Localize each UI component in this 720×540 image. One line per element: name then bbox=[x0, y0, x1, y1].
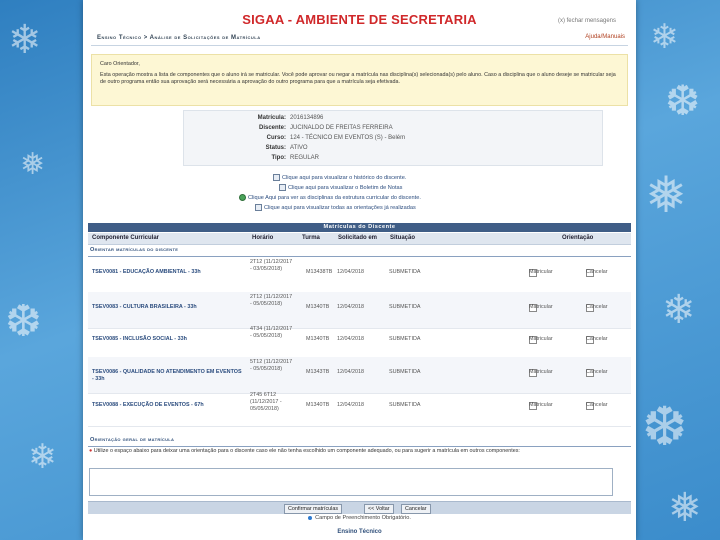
notice-greeting: Caro Orientador, bbox=[100, 61, 140, 67]
link-label: Clique aqui para visualizar todas as orientações já realizadas bbox=[264, 204, 416, 211]
approve-label: Matricular bbox=[529, 402, 553, 408]
field-value: 124 - TÉCNICO EM EVENTOS (S) - Belém bbox=[290, 135, 406, 141]
schedule-cell: 4T34 (11/12/2017 - 05/05/2018) bbox=[250, 326, 293, 339]
back-button[interactable]: << Voltar bbox=[364, 504, 394, 514]
history-link[interactable] bbox=[273, 174, 406, 181]
field-label: Status: bbox=[265, 145, 286, 151]
sigaa-window bbox=[83, 0, 636, 540]
col-component: Componente Curricular bbox=[92, 235, 160, 241]
col-requested: Solicitado em bbox=[338, 235, 378, 241]
field-label: Discente: bbox=[258, 125, 286, 131]
col-class: Turma bbox=[302, 235, 320, 241]
orientation-instructions bbox=[89, 448, 619, 455]
class-cell: M1340TB bbox=[306, 402, 330, 408]
student-row-name bbox=[184, 124, 584, 133]
component-cell: TSEV0083 - CULTURA BRASILEIRA - 33h bbox=[92, 304, 197, 310]
cancel-label: Cancelar bbox=[586, 402, 608, 408]
student-row-course bbox=[184, 134, 584, 143]
component-cell: TSEV0086 - QUALIDADE NO ATENDIMENTO EM EVENTOS - 33h bbox=[92, 369, 242, 382]
breadcrumb: Ensino Técnico > Análise de Solicitações de Matrícula bbox=[97, 35, 261, 41]
component-cell: TSEV0088 - EXECUÇÃO DE EVENTOS - 67h bbox=[92, 402, 204, 408]
section-label: Orientar matrículas do discente bbox=[90, 247, 179, 253]
approve-label: Matricular bbox=[529, 269, 553, 275]
requested-cell: 12/04/2018 bbox=[337, 269, 364, 275]
orientation-textarea[interactable] bbox=[89, 468, 613, 496]
legend-text: Campo de Preenchimento Obrigatório. bbox=[315, 515, 411, 521]
field-value: ATIVO bbox=[290, 145, 308, 151]
approve-label: Matricular bbox=[529, 369, 553, 375]
notice-body: Esta operação mostra a lista de componentes que o aluno irá se matricular. Você pode aprovar ou negar a matrícula nas disciplina(s) selecionada(s) pelo aluno. Caso a disciplina que o aluno deseje se matricular seja de outro programa então sua aprovação será necessária a aprovação do outro programa para que a matrícula seja efetivada. bbox=[100, 72, 616, 85]
requested-cell: 12/04/2018 bbox=[337, 369, 364, 375]
link-label: Clique aqui para visualizar o histórico do discente. bbox=[282, 174, 407, 181]
student-info-panel bbox=[183, 110, 603, 166]
approve-label: Matricular bbox=[529, 304, 553, 310]
link-label: Clique aqui para visualizar o Boletim de Notas bbox=[288, 184, 403, 191]
snowflake-icon: ❄ bbox=[28, 437, 57, 477]
table-row bbox=[88, 257, 631, 294]
status-cell: SUBMETIDA bbox=[389, 304, 421, 310]
required-marker: ● bbox=[89, 448, 93, 454]
required-dot-icon bbox=[308, 516, 312, 520]
table-header bbox=[88, 233, 631, 245]
student-row-type bbox=[184, 154, 584, 163]
schedule-cell: 5T12 (11/12/2017 - 05/05/2018) bbox=[250, 359, 293, 372]
snowflake-icon: ❄ bbox=[650, 17, 679, 57]
class-cell: M1340TB bbox=[306, 336, 330, 342]
schedule-cell: 2T45 6T12 (11/12/2017 - 05/05/2018) bbox=[250, 392, 282, 412]
form-buttons bbox=[88, 501, 631, 514]
requested-cell: 12/04/2018 bbox=[337, 304, 364, 310]
grades-link[interactable] bbox=[279, 184, 402, 191]
snowflake-icon: ❅ bbox=[20, 147, 46, 182]
orient-enrollments-heading bbox=[88, 246, 631, 257]
snowflake-icon: ❄ bbox=[8, 17, 42, 63]
snowflake-icon: ❆ bbox=[665, 76, 701, 125]
cancel-label: Cancelar bbox=[586, 304, 608, 310]
class-cell: M1343TB bbox=[306, 369, 330, 375]
cancel-button[interactable]: Cancelar bbox=[401, 504, 431, 514]
instructions-box bbox=[91, 54, 628, 106]
link-label: Clique Aqui para ver as disciplinas da estrutura curricular do discente. bbox=[248, 194, 421, 201]
cancel-label: Cancelar bbox=[586, 336, 608, 342]
col-orientation: Orientação bbox=[562, 235, 594, 241]
status-cell: SUBMETIDA bbox=[389, 369, 421, 375]
status-cell: SUBMETIDA bbox=[389, 269, 421, 275]
curriculum-link[interactable] bbox=[239, 194, 421, 201]
component-cell: TSEV0085 - INCLUSÃO SOCIAL - 33h bbox=[92, 336, 187, 342]
col-status: Situação bbox=[390, 235, 416, 241]
field-value: REGULAR bbox=[290, 155, 320, 161]
breadcrumb-bar bbox=[91, 32, 628, 46]
table-row bbox=[88, 390, 631, 427]
orientations-link[interactable] bbox=[255, 204, 416, 211]
enrollments-table-title: Matrículas do Discente bbox=[88, 223, 631, 232]
col-schedule: Horário bbox=[252, 235, 274, 241]
snowflake-icon: ❆ bbox=[5, 296, 42, 347]
status-cell: SUBMETIDA bbox=[389, 336, 421, 342]
student-row-registration bbox=[184, 114, 584, 123]
snowflake-icon: ❅ bbox=[645, 166, 687, 224]
table-row bbox=[88, 324, 631, 361]
table-row bbox=[88, 357, 631, 394]
schedule-cell: 2T12 (11/12/2017 - 03/05/2018) bbox=[250, 259, 293, 272]
snowflake-icon: ❄ bbox=[662, 287, 696, 333]
confirm-enrollments-button[interactable]: Confirmar matrículas bbox=[284, 504, 342, 514]
requested-cell: 12/04/2018 bbox=[337, 402, 364, 408]
field-value: JUCINALDO DE FREITAS FERREIRA bbox=[290, 125, 393, 131]
footer: Ensino Técnico bbox=[337, 529, 382, 535]
cancel-label: Cancelar bbox=[586, 269, 608, 275]
class-cell: M1340TB bbox=[306, 304, 330, 310]
field-label: Tipo: bbox=[271, 155, 286, 161]
field-label: Curso: bbox=[266, 135, 286, 141]
student-row-status bbox=[184, 144, 584, 153]
tree-icon bbox=[239, 194, 246, 201]
cancel-label: Cancelar bbox=[586, 369, 608, 375]
report-icon bbox=[279, 184, 286, 191]
section-label: Orientação geral de matrícula bbox=[90, 437, 175, 443]
snowflake-icon: ❆ bbox=[642, 395, 688, 458]
class-cell: M13438TB bbox=[306, 269, 333, 275]
orientation-text: Utilize o espaço abaixo para deixar uma orientação para o discente caso ele não tenha escolhido um componente adequado, ou para sugerir a matrícula em outros componentes: bbox=[93, 448, 520, 454]
approve-label: Matricular bbox=[529, 336, 553, 342]
general-orientation-heading bbox=[88, 436, 631, 447]
schedule-cell: 2T12 (11/12/2017 - 05/05/2018) bbox=[250, 294, 293, 307]
close-messages-link[interactable]: (x) fechar mensagens bbox=[557, 18, 616, 24]
list-icon bbox=[255, 204, 262, 211]
status-cell: SUBMETIDA bbox=[389, 402, 421, 408]
snowflake-icon: ❅ bbox=[668, 485, 702, 531]
required-legend bbox=[83, 515, 636, 521]
component-cell: TSEV0081 - EDUCAÇÃO AMBIENTAL - 33h bbox=[92, 269, 201, 275]
field-label: Matrícula: bbox=[257, 115, 286, 121]
document-icon bbox=[273, 174, 280, 181]
requested-cell: 12/04/2018 bbox=[337, 336, 364, 342]
help-manuals-link[interactable]: Ajuda/Manuais bbox=[585, 34, 625, 40]
field-value: 2016134896 bbox=[290, 115, 324, 121]
page-title: SIGAA - AMBIENTE DE SECRETARIA bbox=[242, 12, 477, 27]
